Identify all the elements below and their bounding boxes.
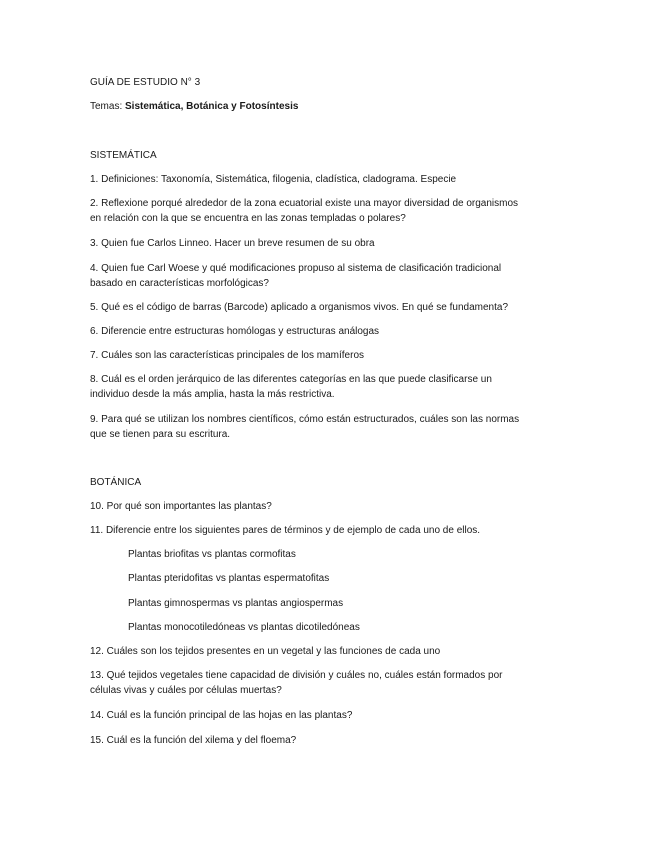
pair-item: Plantas briofitas vs plantas cormofitas <box>128 549 296 560</box>
question-3: 3. Quien fue Carlos Linneo. Hacer un breve resumen de su obra <box>90 238 375 249</box>
question-4-line-2: basado en características morfológicas? <box>90 278 269 289</box>
pair-item: Plantas gimnospermas vs plantas angiospermas <box>128 598 344 609</box>
section-heading-sistematica: SISTEMÁTICA <box>90 150 157 161</box>
question-13-line-1: 13. Qué tejidos vegetales tiene capacidad de división y cuáles no, cuáles están formados por <box>90 670 503 681</box>
question-8-line-2: individuo desde la más amplia, hasta la más restrictiva. <box>90 389 335 400</box>
question-1: 1. Definiciones: Taxonomía, Sistemática, filogenia, cladística, cladograma. Especie <box>90 174 457 185</box>
question-2-line-2: en relación con la que se encuentra en las zonas templadas o polares? <box>90 213 406 224</box>
question-4-line-1: 4. Quien fue Carl Woese y qué modificaciones propuso al sistema de clasificación tradicional <box>90 263 502 274</box>
question-15: 15. Cuál es la función del xilema y del floema? <box>90 735 297 746</box>
section-heading-botanica: BOTÁNICA <box>90 477 142 488</box>
question-10: 10. Por qué son importantes las plantas? <box>90 501 272 512</box>
question-9-line-1: 9. Para qué se utilizan los nombres científicos, cómo están estructurados, cuáles son las normas <box>90 414 520 425</box>
question-2-line-1: 2. Reflexione porqué alrededor de la zona ecuatorial existe una mayor diversidad de organismos <box>90 198 519 209</box>
themes-line <box>90 99 560 114</box>
pair-item: Plantas pteridofitas vs plantas espermatofitas <box>128 573 330 584</box>
question-13-line-2: células vivas y cuáles por células muertas? <box>90 685 282 696</box>
pair-item: Plantas monocotiledóneas vs plantas dicotiledóneas <box>128 622 360 633</box>
question-13 <box>90 668 560 698</box>
themes-value: Sistemática, Botánica y Fotosíntesis <box>125 101 299 112</box>
question-6: 6. Diferencie entre estructuras homólogas y estructuras análogas <box>90 326 380 337</box>
document-title: GUÍA DE ESTUDIO N° 3 <box>90 77 201 88</box>
question-11: 11. Diferencie entre los siguientes pares de términos y de ejemplo de cada uno de ellos. <box>90 525 481 536</box>
question-9-line-2: que se tienen para su escritura. <box>90 429 231 440</box>
question-2 <box>90 196 560 226</box>
question-8 <box>90 372 560 402</box>
question-12: 12. Cuáles son los tejidos presentes en un vegetal y las funciones de cada uno <box>90 646 441 657</box>
themes-label: Temas: <box>90 101 123 112</box>
question-5: 5. Qué es el código de barras (Barcode) aplicado a organismos vivos. En qué se fundamenta? <box>90 302 509 313</box>
question-4 <box>90 261 560 291</box>
question-14: 14. Cuál es la función principal de las hojas en las plantas? <box>90 710 353 721</box>
question-7: 7. Cuáles son las características principales de los mamíferos <box>90 350 365 361</box>
question-8-line-1: 8. Cuál es el orden jerárquico de las diferentes categorías en las que puede clasificarse un <box>90 374 492 385</box>
question-9 <box>90 412 560 442</box>
